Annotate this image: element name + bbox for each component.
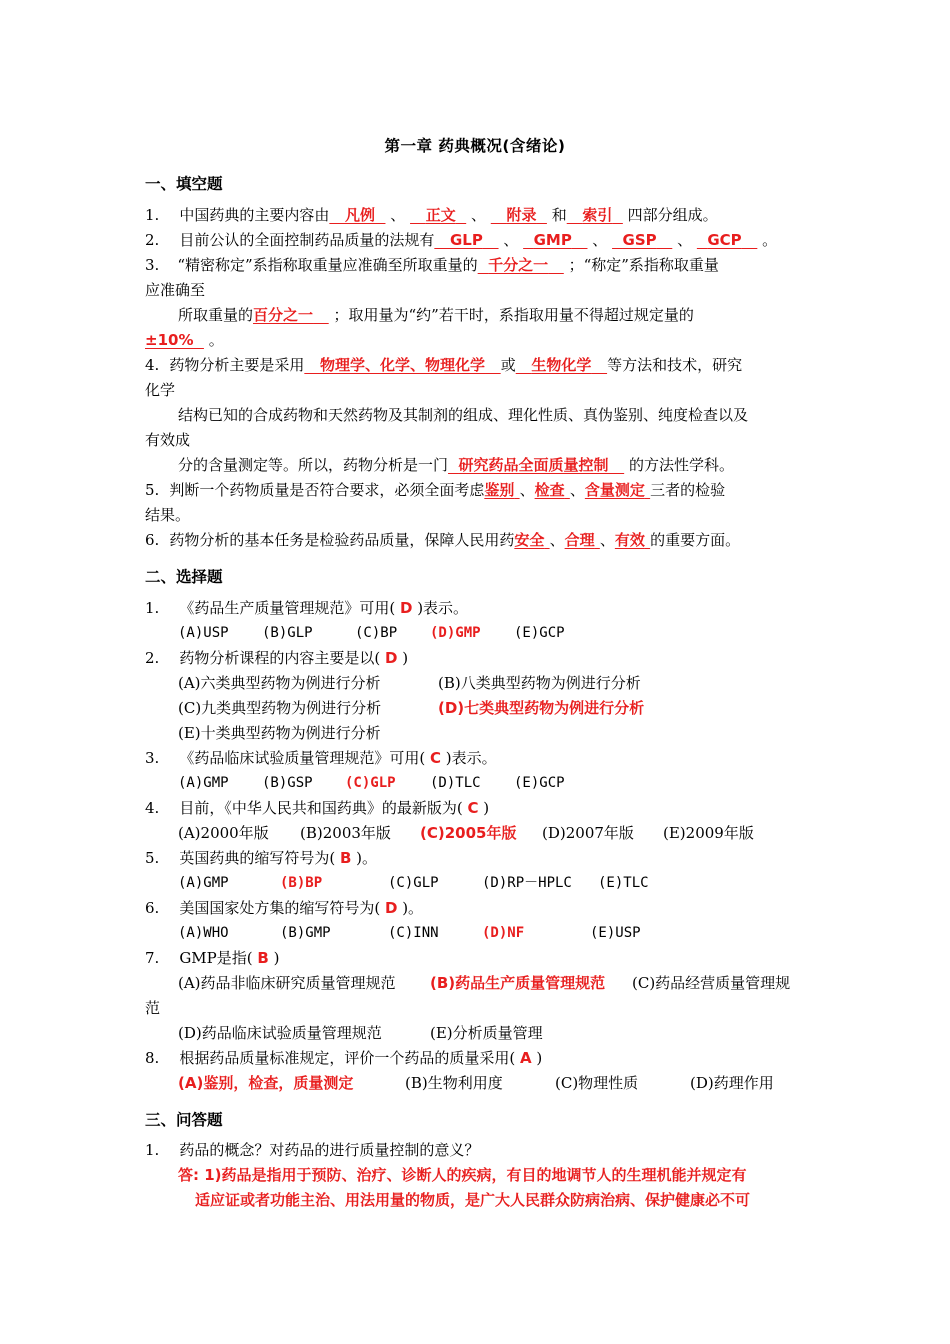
fill-question-1: 1. 中国药典的主要内容由 凡例 、 正文 、 附录 和 索引 四部分组成。 [145, 206, 718, 224]
option-b: (B)GLP [262, 625, 313, 641]
option-b-correct: (B)BP [280, 875, 323, 891]
option-a: (A)六类典型药物为例进行分析 [178, 674, 381, 692]
fill-question-3: 3. “精密称定”系指称取重量应准确至所取重量的 千分之一 ；“称定”系指称取重量 [145, 256, 719, 274]
section-qa-heading: 三、问答题 [145, 1111, 223, 1129]
option-d: (D)TLC [430, 775, 481, 791]
qa-answer-1-line2: 适应证或者功能主治、用法用量的物质，是广大人民群众防病治病、保护健康必不可 [195, 1191, 751, 1209]
option-c: (C)药品经营质量管理规 [632, 974, 791, 992]
option-b: (B)生物利用度 [405, 1074, 503, 1092]
choice-question-7: 7. GMP是指( B ) [145, 949, 280, 967]
option-b: (B)GMP [280, 925, 331, 941]
option-d-correct: (D)七类典型药物为例进行分析 [438, 699, 645, 717]
option-d: (D)药理作用 [690, 1074, 774, 1092]
choice-question-6: 6. 美国国家处方集的缩写符号为( D )。 [145, 899, 424, 917]
option-c-wrap: 范 [145, 999, 161, 1017]
option-a: (A)GMP [178, 875, 229, 891]
option-e: (E)分析质量管理 [430, 1024, 543, 1042]
option-d: (D)2007年版 [542, 824, 634, 842]
option-d: (D)药品临床试验质量管理规范 [178, 1024, 382, 1042]
option-e: (E)十类典型药物为例进行分析 [178, 724, 381, 742]
option-c: (C)INN [388, 925, 439, 941]
fill-question-4-line3: 结构已知的合成药物和天然药物及其制剂的组成、理化性质、真伪鉴别、纯度检查以及 [178, 406, 749, 424]
option-e: (E)TLC [598, 875, 649, 891]
option-a: (A)GMP [178, 775, 229, 791]
fill-question-2: 2. 目前公认的全面控制药品质量的法规有 GLP 、 GMP 、 GSP 、 GCP 。 [145, 231, 778, 249]
option-a: (A)WHO [178, 925, 229, 941]
option-a: (A)2000年版 [178, 824, 269, 842]
option-c: (C)物理性质 [555, 1074, 639, 1092]
option-e: (E)GCP [514, 775, 565, 791]
option-c: (C)九类典型药物为例进行分析 [178, 699, 382, 717]
qa-question-1: 1. 药品的概念？对药品的进行质量控制的意义？ [145, 1141, 480, 1159]
fill-question-5: 5. 判断一个药物质量是否符合要求，必须全面考虑鉴别 、检查 、含量测定 三者的检验 [145, 481, 726, 499]
option-b-correct: (B)药品生产质量管理规范 [430, 974, 606, 992]
option-b: (B)八类典型药物为例进行分析 [438, 674, 641, 692]
option-b: (B)2003年版 [300, 824, 391, 842]
fill-question-6: 6. 药物分析的基本任务是检验药品质量，保障人民用药安全 、合理 、有效 的重要方面。 [145, 531, 741, 549]
option-e: (E)GCP [514, 625, 565, 641]
choice-question-8: 8. 根据药品质量标准规定，评价一个药品的质量采用( A ) [145, 1049, 543, 1067]
option-e: (E)USP [590, 925, 641, 941]
fill-question-4: 4. 药物分析主要是采用 物理学、化学、物理化学 或 生物化学 等方法和技术，研究 [145, 356, 743, 374]
chapter-title: 第一章 药典概况(含绪论) [384, 137, 566, 155]
option-d-correct: (D)GMP [430, 625, 481, 641]
option-c-correct: (C)2005年版 [420, 824, 517, 842]
fill-question-3-line3: 所取重量的百分之一 ；取用量为“约”若干时，系指取用量不得超过规定量的 [178, 306, 694, 324]
fill-question-5-cont: 结果。 [145, 506, 191, 524]
fill-question-3-line4: ±10% 。 [145, 331, 224, 349]
option-e: (E)2009年版 [663, 824, 754, 842]
choice-question-1: 1. 《药品生产质量管理规范》可用( D )表示。 [145, 599, 469, 617]
option-d-correct: (D)NF [482, 925, 525, 941]
section-choice-heading: 二、选择题 [145, 568, 223, 586]
option-a: (A)USP [178, 625, 229, 641]
option-b: (B)GSP [262, 775, 313, 791]
choice-question-2: 2. 药物分析课程的内容主要是以( D ) [145, 649, 409, 667]
choice-question-3: 3. 《药品临床试验质量管理规范》可用( C )表示。 [145, 749, 497, 767]
section-fill-heading: 一、填空题 [145, 175, 223, 193]
fill-question-4-line5: 分的含量测定等。所以，药物分析是一门 研究药品全面质量控制 的方法性学科。 [178, 456, 734, 474]
qa-answer-1-line1: 答: 1)药品是指用于预防、治疗、诊断人的疾病，有目的地调节人的生理机能并规定有 [178, 1166, 747, 1184]
option-c: (C)BP [355, 625, 398, 641]
fill-question-3-cont: 应准确至 [145, 281, 206, 299]
fill-question-4-cont: 化学 [145, 381, 176, 399]
option-c-correct: (C)GLP [345, 775, 396, 791]
fill-question-4-line4: 有效成 [145, 431, 191, 449]
choice-question-4: 4. 目前，《中华人民共和国药典》的最新版为( C ) [145, 799, 490, 817]
option-c: (C)GLP [388, 875, 439, 891]
option-a: (A)药品非临床研究质量管理规范 [178, 974, 396, 992]
option-d: (D)RP－HPLC [482, 875, 572, 891]
choice-question-5: 5. 英国药典的缩写符号为( B )。 [145, 849, 378, 867]
option-a-correct: (A)鉴别，检查，质量测定 [178, 1074, 354, 1092]
